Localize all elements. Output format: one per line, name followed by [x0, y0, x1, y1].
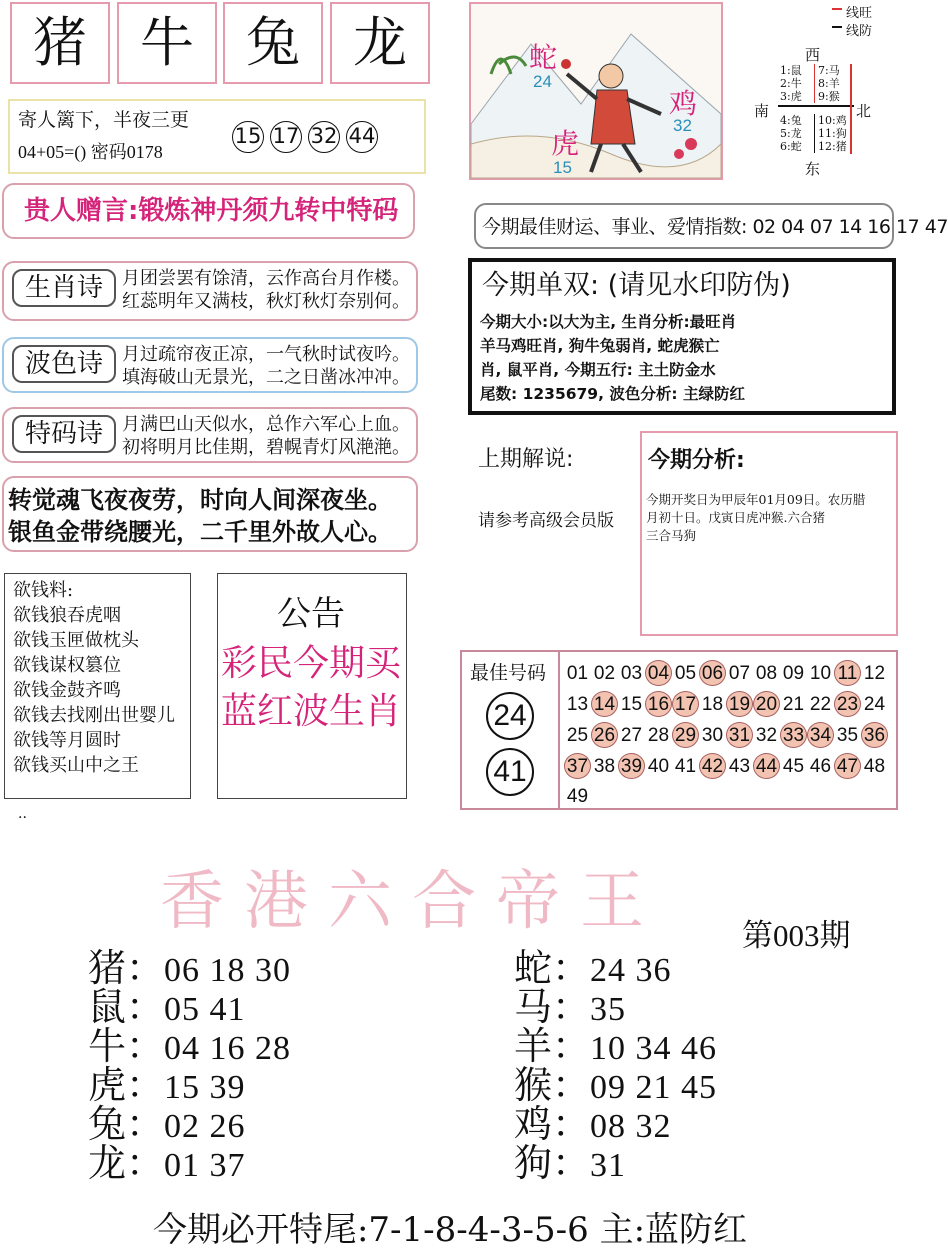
grid-number: 46 — [809, 756, 832, 777]
grid-number: 24 — [863, 694, 886, 715]
poem-text — [122, 343, 410, 389]
compass-block-2 — [814, 64, 840, 103]
grid-number: 48 — [863, 756, 886, 777]
danshuang-line: 羊马鸡旺肖, 狗牛兔弱肖, 蛇虎猴亡 — [480, 337, 720, 355]
illustration-tiger-label: 虎 — [551, 127, 580, 160]
list-item: 欲钱买山中之王 — [13, 755, 139, 776]
poem-line: 月满巴山天似水，总作六军心上血。 — [122, 414, 410, 435]
compass-north: 北 — [856, 102, 872, 120]
grid-number: 32 — [755, 725, 778, 746]
footer-tail: 今期必开特尾:7-1-8-4-3-5-6 主:蓝防红 — [152, 1210, 748, 1250]
danshuang-title: 今期单双: (请见水印防伪) — [482, 270, 791, 301]
grid-number: 38 — [593, 756, 616, 777]
illustration-rooster-number: 32 — [673, 116, 692, 135]
analysis-title: 今期分析: — [648, 448, 745, 473]
best-numbers-side — [462, 652, 560, 808]
zodiac-row — [514, 985, 717, 1029]
zodiac-numbers-right — [514, 946, 718, 1185]
zodiac-box-4 — [330, 2, 430, 84]
compass — [748, 4, 898, 184]
riddle-line-2: 04+05=() 密码0178 — [18, 142, 163, 162]
zodiac-name: 虎 — [88, 1063, 127, 1107]
zodiac-row — [88, 946, 292, 990]
notice-line: 蓝红波生肖 — [220, 691, 401, 732]
poem-line: 月团尝罢有馀清，云作高台月作楼。 — [122, 268, 410, 289]
zodiac-numbers-left — [88, 946, 292, 1185]
zodiac-box-2 — [117, 2, 217, 84]
danshuang-line: 肖, 鼠平肖, 今期五行: 主土防金水 — [480, 361, 716, 379]
number-ball: 32 — [308, 121, 340, 153]
zodiac-nums: 10 34 46 — [590, 1030, 718, 1067]
riddle-balls — [232, 121, 384, 153]
zodiac-nums: 24 36 — [590, 952, 672, 989]
number-ball: 44 — [346, 121, 378, 153]
grid-number: 13 — [566, 694, 589, 715]
zodiac-nums: 06 18 30 — [164, 952, 292, 989]
compass-entry: 4:兔 — [780, 114, 802, 127]
zodiac-char: 龙 — [353, 11, 407, 74]
best-numbers-title: 最佳号码 — [470, 662, 547, 684]
colon: ： — [126, 1063, 165, 1107]
compass-entry: 10:鸡 — [818, 114, 847, 127]
analysis-body — [646, 491, 865, 545]
verse-line: 转觉魂飞夜夜劳，时向人间深夜坐。 — [8, 486, 392, 514]
zodiac-row — [514, 1141, 717, 1185]
zodiac-name: 羊 — [514, 1024, 553, 1068]
grid-number: 41 — [674, 756, 697, 777]
grid-number-highlighted: 17 — [672, 691, 699, 717]
grid-number: 45 — [782, 756, 805, 777]
colon: ： — [552, 1141, 591, 1185]
period-label: 第003期 — [742, 918, 851, 953]
grid-number: 27 — [620, 725, 643, 746]
colon: ： — [552, 1024, 591, 1068]
grid-number-highlighted: 47 — [834, 753, 861, 779]
compass-entry: 7:马 — [818, 64, 840, 77]
zodiac-name: 兔 — [88, 1102, 127, 1146]
grid-number-highlighted: 36 — [861, 722, 888, 748]
grid-number: 08 — [755, 663, 778, 684]
colon: ： — [552, 1102, 591, 1146]
compass-block-4 — [814, 114, 847, 153]
compass-east: 东 — [805, 160, 821, 178]
compass-entry: 11:狗 — [818, 127, 847, 140]
grid-number: 30 — [701, 725, 724, 746]
grid-number: 01 — [566, 663, 589, 684]
colon: ： — [126, 1102, 165, 1146]
compass-block-3 — [780, 114, 802, 153]
poem-tema — [2, 407, 418, 463]
notice-title: 公告 — [277, 594, 345, 634]
number-grid — [564, 658, 896, 812]
compass-entry: 6:蛇 — [780, 140, 802, 153]
compass-entry: 9:猴 — [818, 90, 840, 103]
zodiac-row — [88, 1102, 291, 1146]
grid-number: 02 — [593, 663, 616, 684]
last-period-title: 上期解说: — [478, 447, 574, 472]
grid-number-highlighted: 42 — [699, 753, 726, 779]
grid-number: 10 — [809, 663, 832, 684]
list-item: 欲钱谋权篡位 — [13, 655, 121, 676]
guiren-banner — [2, 183, 415, 239]
zodiac-name: 马 — [514, 985, 553, 1029]
grid-number: 21 — [782, 694, 805, 715]
best-number-ball: 24 — [486, 692, 534, 740]
illustration-snake-label: 蛇 — [529, 41, 558, 74]
zodiac-char: 牛 — [140, 11, 194, 74]
verse-box — [2, 476, 418, 552]
zodiac-name: 龙 — [88, 1141, 127, 1185]
poem-line: 红蕊明年又满枝，秋灯秋灯奈别何。 — [122, 291, 410, 312]
grid-number: 49 — [566, 786, 589, 807]
poem-line: 月过疏帘夜正凉，一气秋时试夜吟。 — [122, 344, 410, 365]
illustration-panel — [469, 2, 723, 180]
grid-number-highlighted: 14 — [591, 691, 618, 717]
poem-text — [122, 413, 410, 459]
colon: ： — [552, 946, 591, 990]
grid-number-highlighted: 37 — [564, 753, 591, 779]
zodiac-name: 狗 — [514, 1141, 553, 1185]
compass-entry: 1:鼠 — [780, 64, 802, 77]
grid-number-highlighted: 06 — [699, 660, 726, 686]
list-item: 欲钱玉匣做枕头 — [13, 630, 139, 651]
zodiac-box-3 — [223, 2, 323, 84]
zodiac-name: 猪 — [88, 946, 127, 990]
best-numbers-box — [460, 650, 898, 810]
grid-number: 12 — [863, 663, 886, 684]
compass-entry: 12:猪 — [818, 140, 847, 153]
zodiac-nums: 09 21 45 — [590, 1069, 718, 1106]
yuqian-list — [13, 578, 175, 778]
poem-label: 生肖诗 — [12, 269, 116, 307]
grid-number-highlighted: 23 — [834, 691, 861, 717]
notice-line: 彩民今期买 — [220, 643, 401, 684]
zodiac-row — [88, 1024, 292, 1068]
grid-number-highlighted: 31 — [726, 722, 753, 748]
grid-number: 05 — [674, 663, 697, 684]
grid-number: 22 — [809, 694, 832, 715]
zodiac-nums: 15 39 — [164, 1069, 246, 1106]
guiren-text: 贵人赠言:锻炼神丹须九转中特码 — [24, 196, 399, 226]
analysis-line: 月初十日。戊寅日虎冲猴.六合猪 — [646, 510, 825, 525]
grid-number-highlighted: 39 — [618, 753, 645, 779]
fortune-box — [474, 203, 948, 249]
zodiac-name: 鼠 — [88, 985, 127, 1029]
grid-number: 09 — [782, 663, 805, 684]
zodiac-row — [88, 985, 291, 1029]
compass-entry: 8:羊 — [818, 77, 840, 90]
list-item: 欲钱等月圆时 — [13, 730, 121, 751]
grid-number-highlighted: 33 — [780, 722, 807, 748]
verse-text — [8, 484, 392, 548]
grid-number: 35 — [836, 725, 859, 746]
grid-number-highlighted: 26 — [591, 722, 618, 748]
colon: ： — [552, 985, 591, 1029]
grid-number-highlighted: 34 — [807, 722, 834, 748]
grid-number: 07 — [728, 663, 751, 684]
analysis-line: 三合马狗 — [646, 528, 697, 543]
zodiac-row — [514, 1024, 718, 1068]
poem-bose — [2, 337, 418, 393]
compass-block-1 — [780, 64, 802, 103]
grid-number: 43 — [728, 756, 751, 777]
zodiac-nums: 31 — [590, 1147, 627, 1184]
verse-line: 银鱼金带绕腰光，二千里外故人心。 — [8, 518, 392, 546]
riddle-box — [8, 99, 426, 174]
legend-red-line — [832, 8, 842, 10]
grid-number: 28 — [647, 725, 670, 746]
compass-south: 南 — [754, 102, 770, 120]
poem-line: 初将明月比佳期，碧幌青灯风滟滟。 — [122, 437, 410, 458]
illustration-snake-number: 24 — [533, 72, 552, 91]
poem-shengxiao — [2, 261, 418, 321]
number-ball: 15 — [232, 121, 264, 153]
best-number-ball: 41 — [486, 748, 534, 796]
illustration-tiger-number: 15 — [553, 158, 572, 177]
colon: ： — [126, 985, 165, 1029]
zodiac-name: 猴 — [514, 1063, 553, 1107]
grid-number-highlighted: 11 — [834, 660, 861, 686]
grid-number: 40 — [647, 756, 670, 777]
last-period-text: 请参考高级会员版 — [478, 511, 614, 531]
fortune-text: 今期最佳财运、事业、爱情指数: 02 04 07 14 16 17 47 — [482, 216, 948, 238]
danshuang-box — [468, 258, 896, 415]
zodiac-nums: 35 — [590, 991, 627, 1028]
notice-body — [218, 640, 404, 736]
riddle-line-1: 寄人篱下，半夜三更 — [18, 109, 190, 131]
list-item: 欲钱狼吞虎咽 — [13, 605, 121, 626]
compass-entry: 3:虎 — [780, 90, 802, 103]
zodiac-row — [88, 1063, 291, 1107]
compass-entry: 5:龙 — [780, 127, 802, 140]
legend-black-line — [832, 26, 842, 28]
poem-line: 填海破山无景光，二之日凿冰冲冲。 — [122, 367, 410, 388]
list-item: 欲钱金鼓齐鸣 — [13, 680, 121, 701]
poem-label: 特码诗 — [12, 415, 116, 453]
zodiac-nums: 04 16 28 — [164, 1030, 292, 1067]
legend-black-label: 线防 — [846, 24, 873, 39]
list-item: 欲钱去找刚出世婴儿 — [13, 705, 175, 726]
zodiac-char: 兔 — [246, 11, 300, 74]
brand-title: 香港六合帝王 — [160, 865, 664, 939]
grid-number-highlighted: 19 — [726, 691, 753, 717]
yuqian-box — [4, 573, 191, 799]
dots: .. — [18, 806, 27, 822]
colon: ： — [126, 1141, 165, 1185]
compass-west: 西 — [805, 46, 821, 64]
analysis-box — [640, 431, 898, 636]
zodiac-nums: 05 41 — [164, 991, 246, 1028]
poem-label: 波色诗 — [12, 345, 116, 383]
grid-number-highlighted: 04 — [645, 660, 672, 686]
compass-entry: 2:牛 — [780, 77, 802, 90]
illustration-rooster-label: 鸡 — [669, 87, 698, 120]
danshuang-line: 今期大小:以大为主, 生肖分析:最旺肖 — [480, 313, 737, 331]
legend-red-label: 线旺 — [846, 6, 873, 21]
grid-number: 18 — [701, 694, 724, 715]
danshuang-line: 尾数: 1235679, 波色分析: 主绿防红 — [480, 385, 745, 403]
colon: ： — [552, 1063, 591, 1107]
yuqian-title: 欲钱料: — [13, 580, 74, 601]
grid-number: 03 — [620, 663, 643, 684]
colon: ： — [126, 1024, 165, 1068]
zodiac-row — [88, 1141, 291, 1185]
grid-number: 15 — [620, 694, 643, 715]
zodiac-row — [514, 1063, 718, 1107]
danshuang-body — [480, 310, 745, 406]
zodiac-row — [514, 946, 717, 990]
grid-number-highlighted: 29 — [672, 722, 699, 748]
zodiac-box-1 — [10, 2, 110, 84]
grid-number-highlighted: 20 — [753, 691, 780, 717]
zodiac-name: 牛 — [88, 1024, 127, 1068]
zodiac-row — [514, 1102, 717, 1146]
zodiac-nums: 01 37 — [164, 1147, 246, 1184]
compass-divider — [778, 105, 854, 107]
grid-number: 25 — [566, 725, 589, 746]
number-ball: 17 — [270, 121, 302, 153]
poem-text — [122, 267, 410, 313]
grid-number-highlighted: 44 — [753, 753, 780, 779]
compass-red-bar — [850, 64, 852, 154]
zodiac-char: 猪 — [33, 11, 87, 74]
zodiac-nums: 02 26 — [164, 1108, 246, 1145]
notice-box — [217, 573, 407, 799]
analysis-line: 今期开奖日为甲辰年01月09日。农历腊 — [646, 492, 866, 507]
grid-number-highlighted: 16 — [645, 691, 672, 717]
colon: ： — [126, 946, 165, 990]
zodiac-name: 鸡 — [514, 1102, 553, 1146]
zodiac-nums: 08 32 — [590, 1108, 672, 1145]
zodiac-name: 蛇 — [514, 946, 553, 990]
